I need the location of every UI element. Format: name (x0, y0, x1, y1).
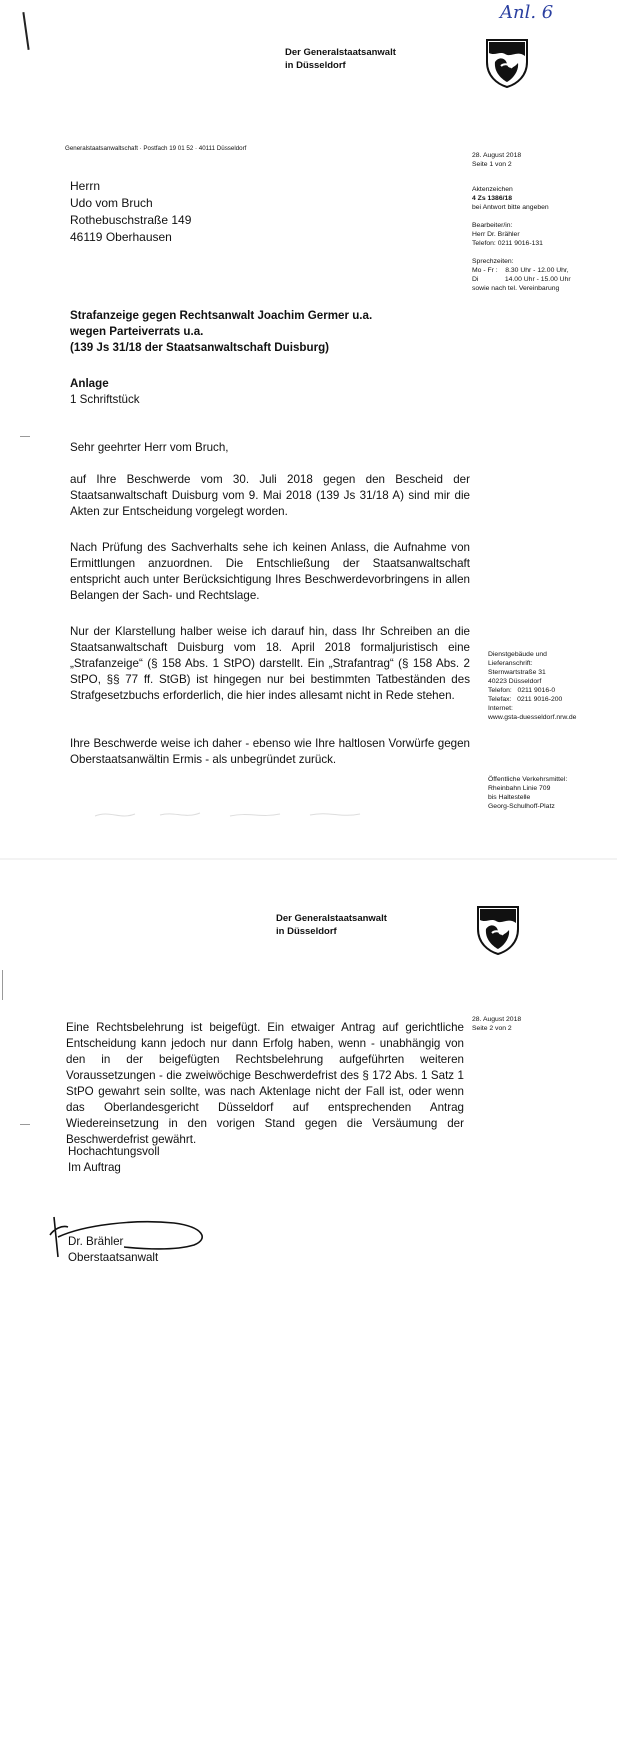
reference-value: 4 Zs 1386/18 (472, 195, 513, 202)
enclosure-label: Anlage (70, 377, 109, 390)
letter-page-1 (0, 0, 617, 858)
hours-line: Mo - Fr : 8.30 Uhr - 12.00 Uhr, (472, 267, 569, 274)
office-label: Lieferanschrift: (488, 660, 533, 667)
info-column (472, 1015, 521, 1033)
office-label: Dienstgebäude und (488, 651, 547, 658)
sender-line-1: Der Generalstaatsanwalt (276, 913, 387, 924)
info-column (472, 151, 571, 293)
letter-paragraph: auf Ihre Beschwerde vom 30. Juli 2018 gegen den Bescheid der Staatsanwaltschaft Duisburg vom 9. Mai 2018 (139 Js 31/18 A) sind mir die Akten zur Entscheidung vorgelegt worden. (70, 473, 470, 518)
bleed-through-marks (90, 806, 390, 822)
recipient-address (70, 178, 191, 246)
website: www.gsta-duesseldorf.nrw.de (488, 714, 577, 721)
letter-paragraph: Eine Rechtsbelehrung ist beigefügt. Ein etwaiger Antrag auf gerichtliche Entscheidung kann jedoch nur dann Erfolg haben, wenn - unabhängig von den in der beigefügten Rechtsbelehrung aufgeführten weiteren Voraussetzungen - die zweiwöchige Beschwerdefrist des § 172 Abs. 1 Satz 1 StPO gewahrt sein sollte, was nach Aktenlage nicht der Fall ist, oder wenn das Oberlandesgericht Düsseldorf auf entsprechenden Antrag Wiedereinsetzung in den vorigen Stand gegen die Versäumung der Beschwerdefrist gewährt. (66, 1021, 464, 1146)
fold-mark (20, 436, 30, 437)
handwritten-note: Anl. 6 (500, 2, 554, 23)
subject-line: wegen Parteiverrats u.a. (70, 325, 204, 338)
transport-line: bis Haltestelle (488, 794, 531, 801)
sender-block (276, 912, 387, 938)
recipient-line: Rothebuschstraße 149 (70, 213, 192, 227)
office-city: 40223 Düsseldorf (488, 678, 542, 685)
internet-label: Internet: (488, 705, 513, 712)
sender-line-2: in Düsseldorf (276, 926, 337, 937)
letter-date: 28. August 2018 (472, 152, 522, 159)
hours-line: Di 14.00 Uhr - 15.00 Uhr (472, 276, 571, 283)
fold-mark (20, 1124, 30, 1125)
letter-paragraph: Ihre Beschwerde weise ich daher - ebenso wie Ihre haltlosen Vorwürfe gegen Oberstaatsanwältin Ermis - als unbegründet zurück. (70, 737, 470, 766)
subject-line: (139 Js 31/18 der Staatsanwaltschaft Duisburg) (70, 341, 330, 354)
signatory-title: Oberstaatsanwalt (68, 1251, 159, 1264)
page-number: Seite 2 von 2 (472, 1025, 512, 1032)
return-address: Generalstaatsanwaltschaft · Postfach 19 01 52 · 40111 Düsseldorf (65, 145, 247, 152)
office-fax: Telefax: 0211 9016-200 (488, 696, 563, 703)
fold-mark (2, 970, 3, 1000)
recipient-line: Udo vom Bruch (70, 196, 153, 210)
signature-block (68, 1234, 158, 1266)
signatory-name: Dr. Brähler (68, 1235, 124, 1248)
letter-paragraph: Nach Prüfung des Sachverhalts sehe ich keinen Anlass, die Aufnahme von Ermittlungen anzuordnen. Die Entschließung der Staatsanwaltschaft entspricht auch unter Berücksichtigung Ihres Beschwerdevorbringens in allen Belangen der Sach- und Rechtslage. (70, 541, 470, 602)
sender-block (285, 46, 396, 72)
enclosure-block (70, 376, 140, 408)
nrw-coat-of-arms-icon (484, 38, 530, 88)
transport-line: Georg-Schulhoff-Platz (488, 803, 555, 810)
office-address (488, 650, 576, 722)
nrw-coat-of-arms-icon (475, 905, 521, 955)
transport-line: Rheinbahn Linie 709 (488, 785, 551, 792)
sender-line-1: Der Generalstaatsanwalt (285, 47, 396, 58)
recipient-line: Herrn (70, 179, 101, 193)
handler-phone: Telefon: 0211 9016-131 (472, 240, 543, 247)
sender-line-2: in Düsseldorf (285, 60, 346, 71)
punch-mark (22, 12, 29, 50)
hours-label: Sprechzeiten: (472, 258, 514, 265)
transport-label: Öffentliche Verkehrsmittel: (488, 776, 568, 783)
closing-line: Im Auftrag (68, 1161, 121, 1174)
transport-info (488, 775, 567, 811)
reference-label: Aktenzeichen (472, 186, 513, 193)
closing-line: Hochachtungsvoll (68, 1145, 160, 1158)
closing-block (68, 1144, 160, 1176)
recipient-line: 46119 Oberhausen (70, 230, 172, 244)
office-phone: Telefon: 0211 9016-0 (488, 687, 556, 694)
subject-block (70, 308, 372, 356)
letter-date: 28. August 2018 (472, 1016, 522, 1023)
page-number: Seite 1 von 2 (472, 161, 512, 168)
handler-label: Bearbeiter/in: (472, 222, 513, 229)
enclosure-value: 1 Schriftstück (70, 393, 140, 406)
salutation: Sehr geehrter Herr vom Bruch, (70, 441, 229, 454)
letter-paragraph: Nur der Klarstellung halber weise ich darauf hin, dass Ihr Schreiben an die Staatsanwaltschaft Duisburg vom 18. April 2018 formaljuristisch eine „Strafanzeige“ (§ 158 Abs. 1 StPO) darstellt. Ein „Strafantrag“ (§ 158 Abs. 2 StPO, §§ 77 ff. StGB) ist hingegen nur bei bestimmten Tatbeständen des Strafgesetzbuchs erforderlich, die hier indes allesamt nicht in Rede stehen. (70, 625, 470, 702)
subject-line: Strafanzeige gegen Rechtsanwalt Joachim Germer u.a. (70, 309, 373, 322)
letter-page-2 (0, 860, 617, 1737)
reference-note: bei Antwort bitte angeben (472, 204, 549, 211)
handler-name: Herr Dr. Brähler (472, 231, 520, 238)
hours-line: sowie nach tel. Vereinbarung (472, 285, 560, 292)
office-street: Sternwartstraße 31 (488, 669, 546, 676)
